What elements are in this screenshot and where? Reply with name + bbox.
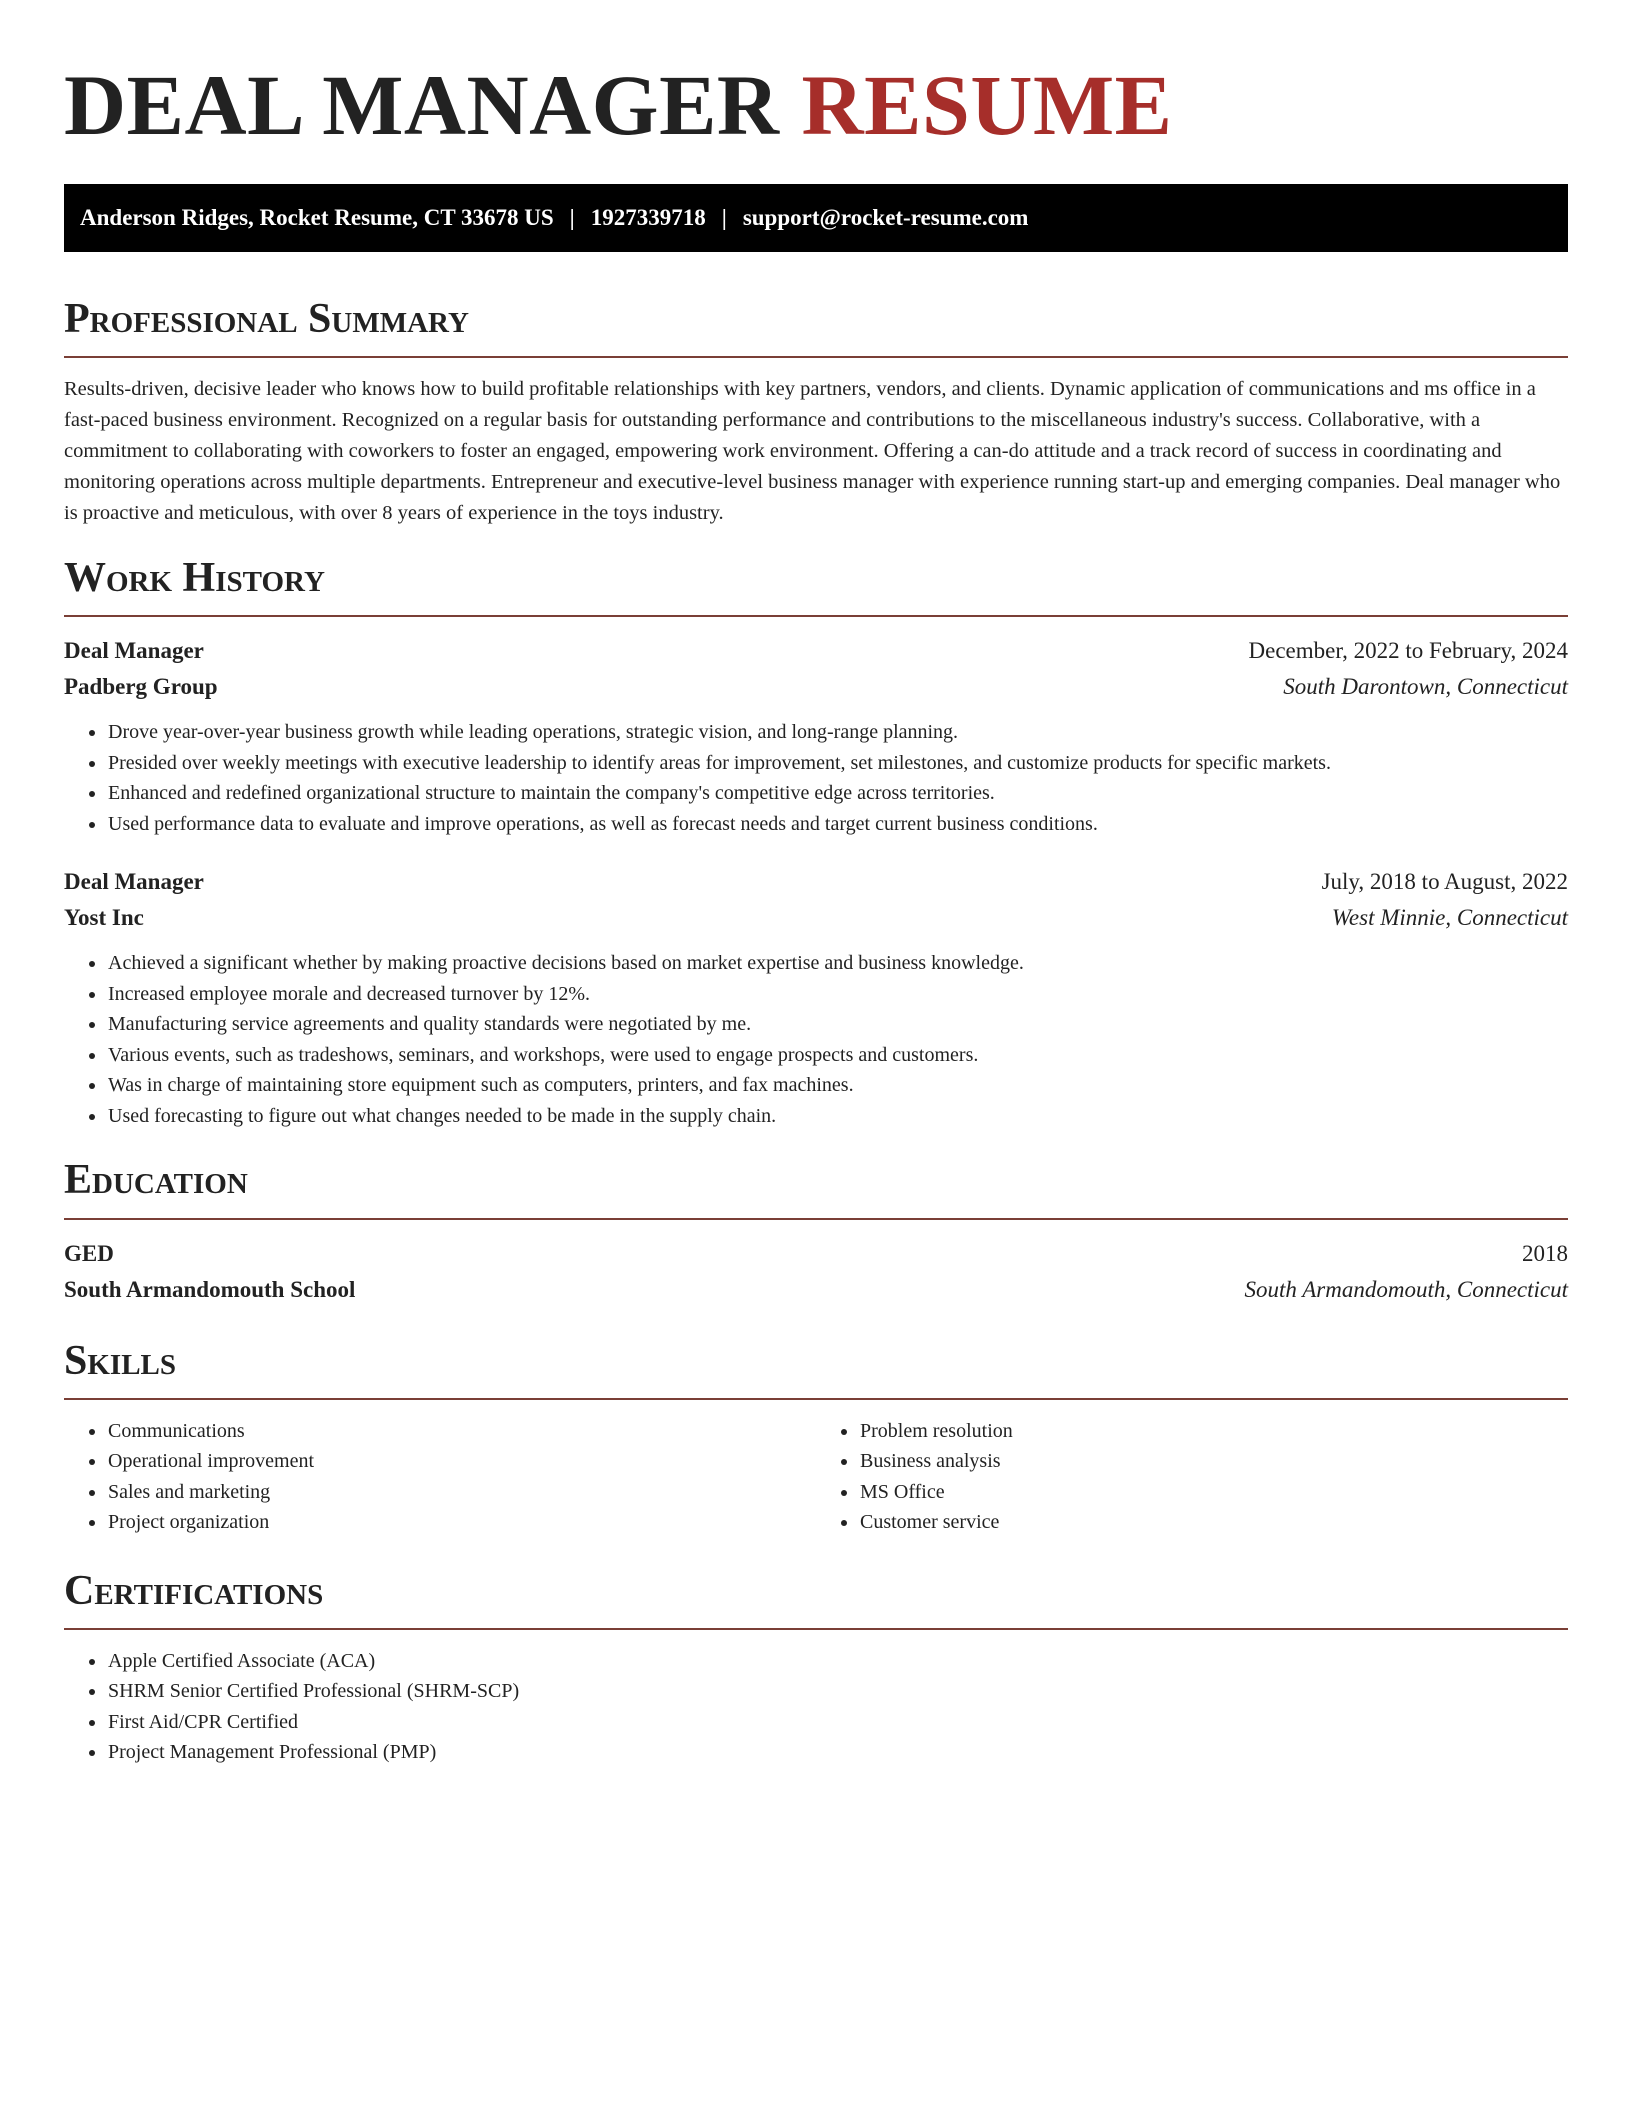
contact-phone: 1927339718 [590, 205, 706, 230]
job-company-row [64, 900, 1568, 936]
skills-list-right [816, 1416, 1568, 1538]
job-bullet: • Various events, such as tradeshows, seminars, and workshops, were used to engage prospects and customers. [107, 1040, 1568, 1071]
title-main: DEAL MANAGER [64, 57, 780, 153]
summary-heading: Professional Summary [64, 296, 469, 342]
skills-list-left [64, 1416, 816, 1538]
certifications-list [64, 1646, 1568, 1768]
job-location: West Minnie, Connecticut [1331, 905, 1568, 931]
skill-item: • MS Office [859, 1477, 1568, 1508]
certification-item: • Project Management Professional (PMP) [107, 1737, 1568, 1768]
skill-item: • Operational improvement [107, 1446, 816, 1477]
job-company: Yost Inc [64, 905, 144, 931]
contact-bar [64, 184, 1568, 252]
job-bullet: • Manufacturing service agreements and quality standards were negotiated by me. [107, 1009, 1568, 1040]
job-title: Deal Manager [64, 638, 204, 664]
skill-item: • Project organization [107, 1507, 816, 1538]
skills-grid [64, 1416, 1568, 1538]
job-bullet: • Enhanced and redefined organizational structure to maintain the company's competitive edge across territories. [107, 778, 1568, 809]
job-header-row [64, 633, 1568, 669]
job-company: Padberg Group [64, 674, 218, 700]
job-bullet: • Drove year-over-year business growth while leading operations, strategic vision, and long-range planning. [107, 717, 1568, 748]
job-company-row [64, 669, 1568, 705]
section-divider [64, 1628, 1568, 1630]
job-dates: December, 2022 to February, 2024 [1248, 638, 1568, 664]
section-divider [64, 1398, 1568, 1400]
education-location: South Armandomouth, Connecticut [1244, 1276, 1568, 1302]
contact-separator: | [721, 205, 727, 230]
contact-address: Anderson Ridges, Rocket Resume, CT 33678 US [80, 205, 554, 230]
section-divider [64, 1218, 1568, 1220]
education-entry [64, 1236, 1568, 1308]
job-dates: July, 2018 to August, 2022 [1321, 869, 1568, 895]
skill-item: • Problem resolution [859, 1416, 1568, 1447]
summary-text: Results-driven, decisive leader who knows how to build profitable relationships with key partners, vendors, and clients. Dynamic application of communications and ms office in a fast-paced business environment. Recognized on a regular basis for outstanding performance and contributions to the miscellaneous industry's success. Collaborative, with a commitment to collaborating with coworkers to foster an engaged, empowering work environment. Offering a can-do attitude and a track record of success in coordinating and monitoring operations across multiple departments. Entrepreneur and executive-level business manager with experience running start-up and emerging companies. Deal manager who is proactive and meticulous, with over 8 years of experience in the toys industry. [64, 378, 1561, 525]
contact-separator: | [569, 205, 575, 230]
certifications-heading: Certifications [64, 1567, 324, 1614]
skill-item: • Business analysis [859, 1446, 1568, 1477]
education-header-row [64, 1236, 1568, 1272]
education-heading: Education [64, 1157, 248, 1204]
job-bullet: • Increased employee morale and decreased turnover by 12%. [107, 979, 1568, 1010]
work-history-heading: Work History [64, 555, 325, 602]
certifications-section [64, 1568, 1568, 1768]
summary-section [64, 296, 1568, 529]
skill-item: • Sales and marketing [107, 1477, 816, 1508]
education-degree: GED [64, 1240, 114, 1266]
certification-item: • Apple Certified Associate (ACA) [107, 1646, 1568, 1677]
education-school-row [64, 1272, 1568, 1308]
skill-item: • Communications [107, 1416, 816, 1447]
job-entry [64, 633, 1568, 839]
job-bullets [64, 948, 1568, 1131]
section-divider [64, 356, 1568, 358]
job-title: Deal Manager [64, 869, 204, 895]
section-divider [64, 615, 1568, 617]
title-accent: RESUME [801, 57, 1173, 153]
job-bullets [64, 717, 1568, 839]
job-location: South Darontown, Connecticut [1283, 674, 1568, 700]
skills-heading: Skills [64, 1337, 177, 1384]
job-bullet: • Presided over weekly meetings with executive leadership to identify areas for improvement, set milestones, and customize products for specific markets. [107, 748, 1568, 779]
job-bullet: • Was in charge of maintaining store equipment such as computers, printers, and fax machines. [107, 1070, 1568, 1101]
skill-item: • Customer service [859, 1507, 1568, 1538]
skills-section [64, 1338, 1568, 1538]
job-entry [64, 864, 1568, 1131]
job-bullet: • Achieved a significant whether by making proactive decisions based on market expertise and business knowledge. [107, 948, 1568, 979]
work-history-section [64, 555, 1568, 1131]
education-section [64, 1157, 1568, 1307]
education-year: 2018 [1522, 1240, 1568, 1266]
certification-item: • First Aid/CPR Certified [107, 1707, 1568, 1738]
contact-email: support@rocket-resume.com [742, 205, 1029, 230]
resume-title [64, 57, 1568, 153]
education-school: South Armandomouth School [64, 1276, 356, 1302]
certification-item: • SHRM Senior Certified Professional (SHRM-SCP) [107, 1676, 1568, 1707]
job-bullet: • Used forecasting to figure out what changes needed to be made in the supply chain. [107, 1101, 1568, 1132]
job-header-row [64, 864, 1568, 900]
job-bullet: • Used performance data to evaluate and improve operations, as well as forecast needs and target current business conditions. [107, 809, 1568, 840]
